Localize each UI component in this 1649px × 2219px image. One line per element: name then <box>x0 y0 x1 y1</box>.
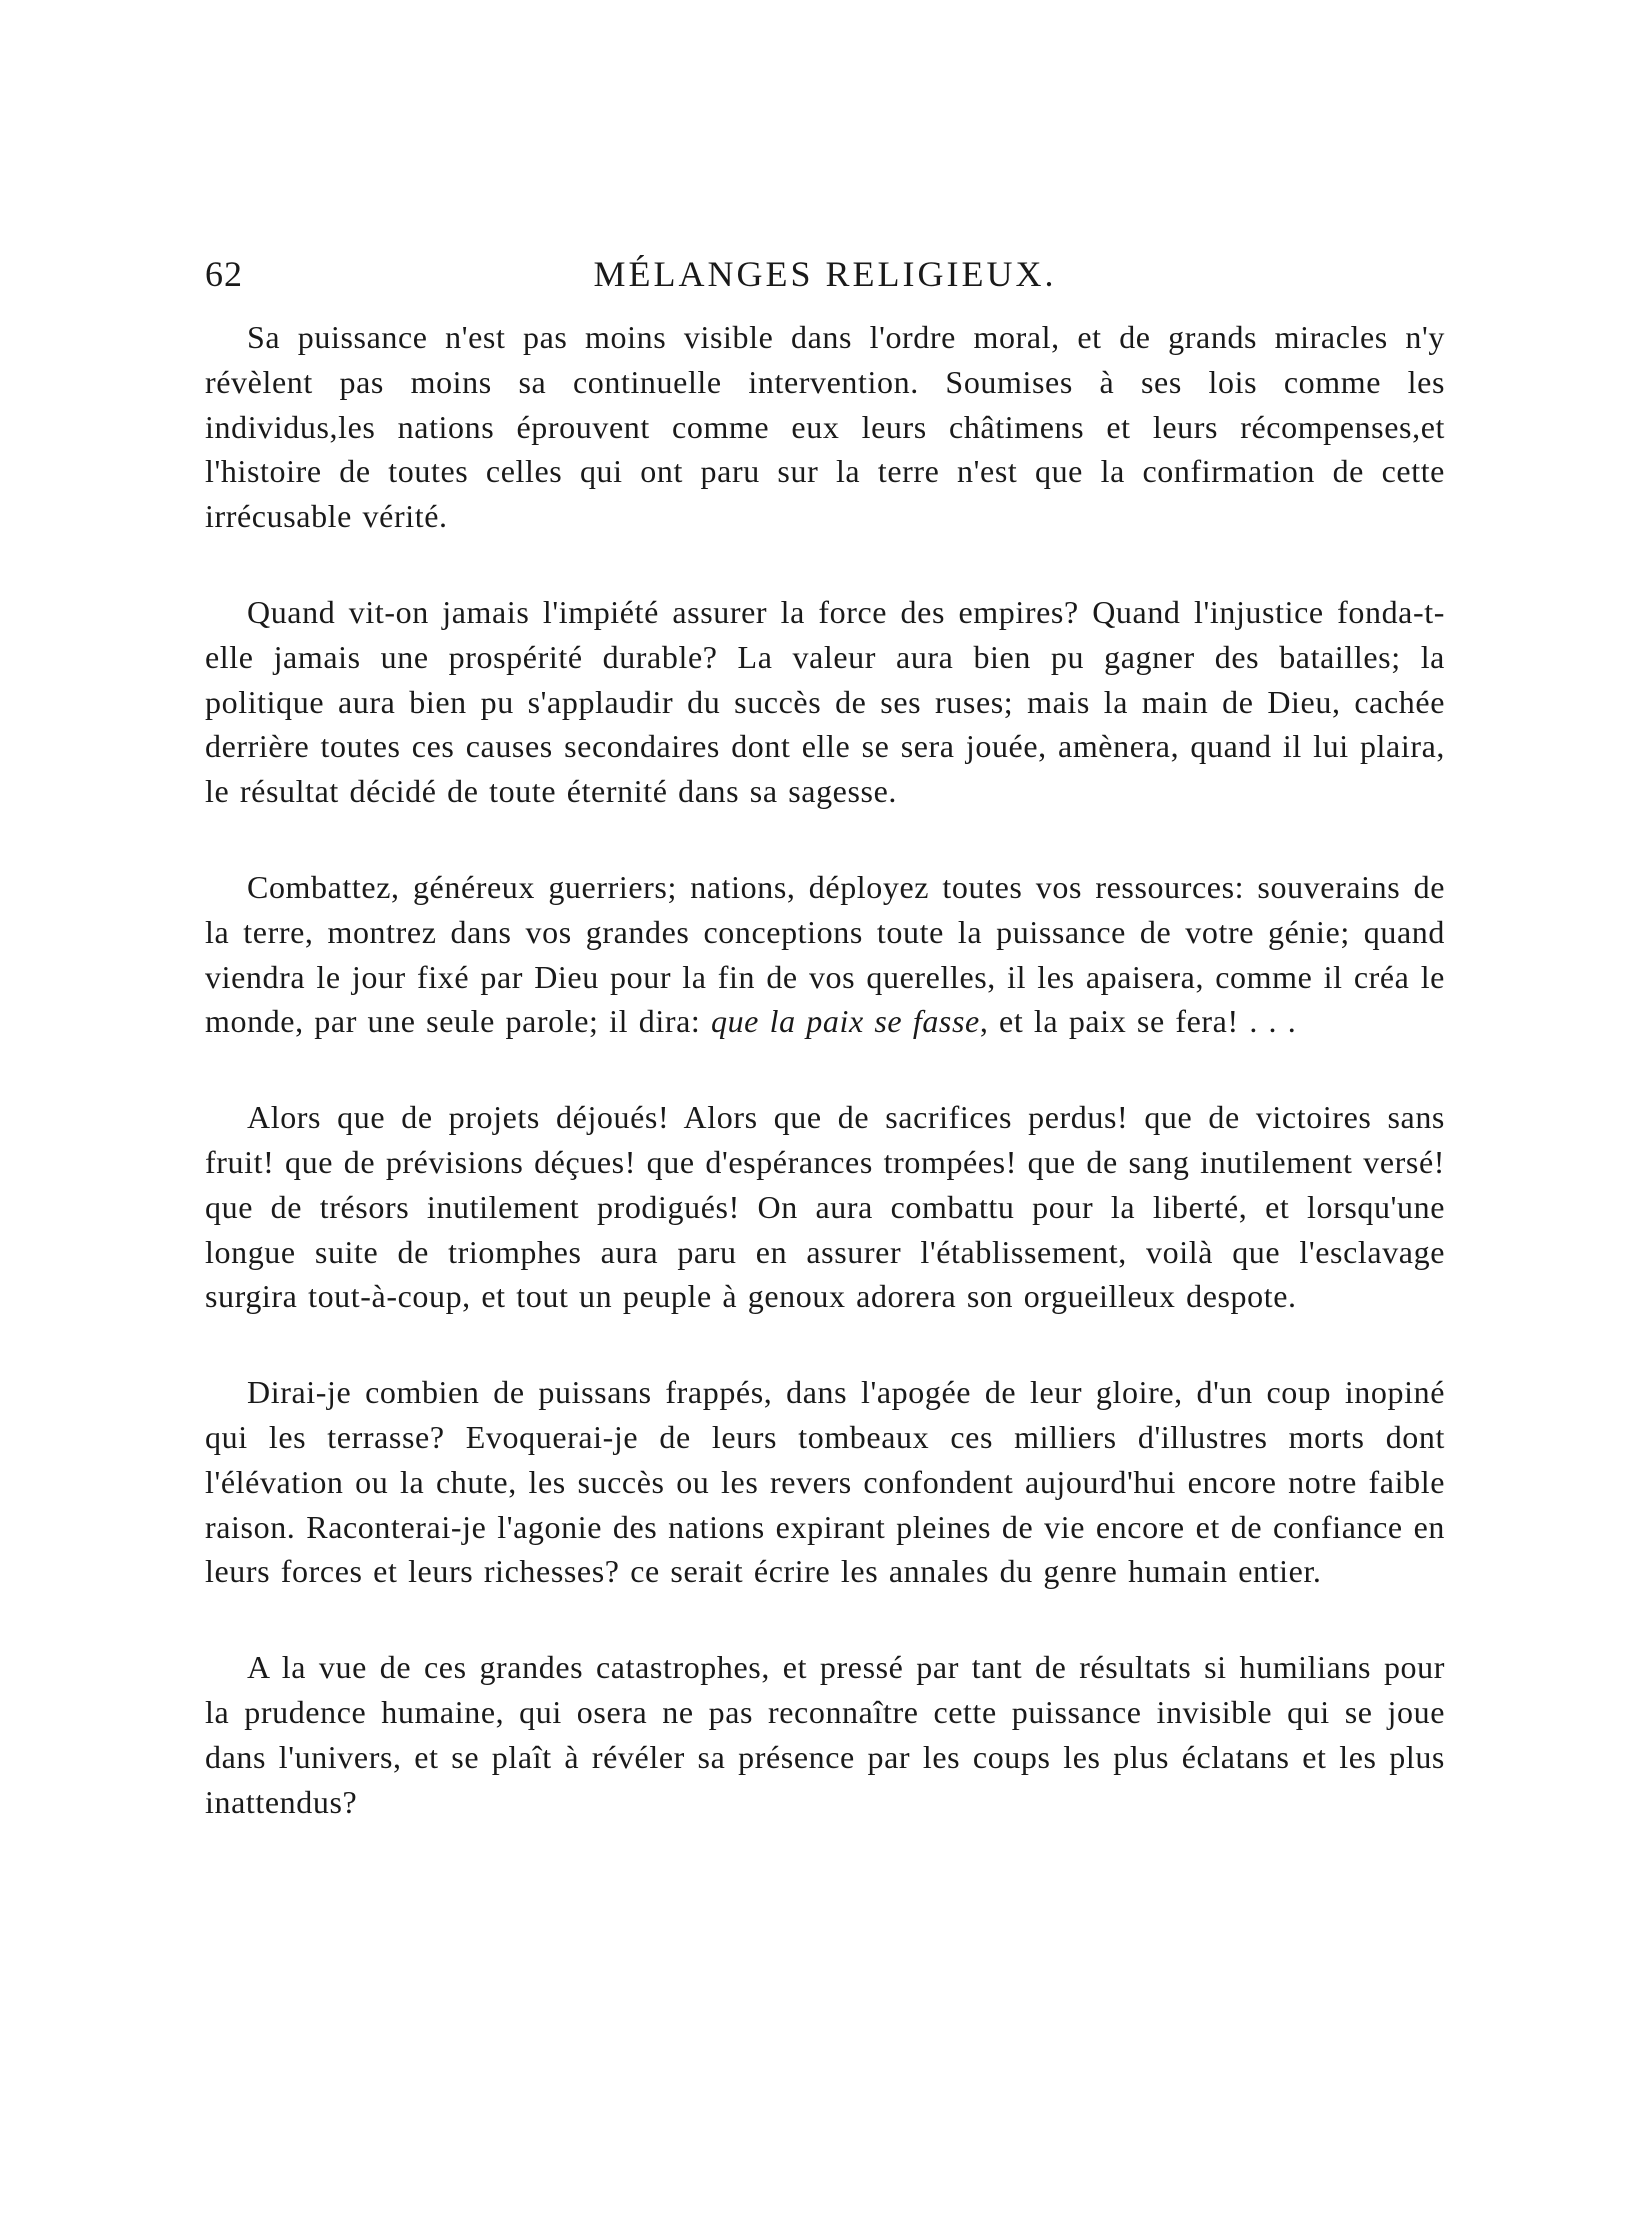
body-text <box>205 315 1445 1824</box>
paragraph: Dirai-je combien de puissans frappés, dans l'apogée de leur gloire, d'un coup inopiné qui les terrasse? Evoquerai-je de leurs tombeaux ces milliers d'illustres morts dont l'élévation ou la chute, les succès ou les revers confondent aujourd'hui encore notre faible raison. Raconterai-je l'agonie des nations expirant pleines de vie encore et de confiance en leurs forces et leurs richesses? ce serait écrire les annales du genre humain entier. <box>205 1374 1445 1590</box>
running-head <box>205 244 1445 304</box>
paragraph: Sa puissance n'est pas moins visible dans l'ordre moral, et de grands miracles n'y révèlent pas moins sa continuelle intervention. Soumises à ses lois comme les individus,les nations éprouvent comme eux leurs châtimens et leurs récompenses,et l'histoire de toutes celles qui ont paru sur la terre n'est que la confirmation de cette irrécusable vérité. <box>205 319 1445 535</box>
paragraph-text: Combattez, généreux guerriers; nations, déployez toutes vos ressources: souverains de la terre, montrez dans vos grandes conceptions toute la puissance de votre génie; quand viendra le jour fixé par Dieu pour la fin de vos querelles, il les apaisera, comme il créa le monde, par une seule parole; il dira: <box>205 868 1445 1040</box>
italic-quote: que la paix se fasse <box>710 1003 980 1040</box>
running-title: MÉLANGES RELIGIEUX. <box>593 254 1057 294</box>
page-number: 62 <box>205 254 243 294</box>
paragraph: A la vue de ces grandes catastrophes, et pressé par tant de résultats si humilians pour la prudence humaine, qui osera ne pas reconnaître cette puissance invisible qui se joue dans l'univers, et se plaît à révéler sa présence par les coups les plus éclatans et les plus inattendus? <box>205 1649 1445 1820</box>
paragraph: Quand vit-on jamais l'impiété assurer la force des empires? Quand l'injustice fonda-t-elle jamais une prospérité durable? La valeur aura bien pu gagner des batailles; la politique aura bien pu s'applaudir du succès de ses ruses; mais la main de Dieu, cachée derrière toutes ces causes secondaires dont elle se sera jouée, amènera, quand il lui plaira, le résultat décidé de toute éternité dans sa sagesse. <box>205 593 1445 810</box>
paragraph-text: , et la paix se fera! . . . <box>979 1003 1297 1040</box>
paragraph: Alors que de projets déjoués! Alors que de sacrifices perdus! que de victoires sans fruit! que de prévisions déçues! que d'espérances trompées! que de sang inutilement versé! que de trésors inutilement prodigués! On aura combattu pour la liberté, et lorsqu'une longue suite de triomphes aura paru en assurer l'établissement, voilà que l'esclavage surgira tout-à-coup, et tout un peuple à genoux adorera son orgueilleux despote. <box>205 1099 1445 1315</box>
paragraph <box>205 865 1445 1044</box>
